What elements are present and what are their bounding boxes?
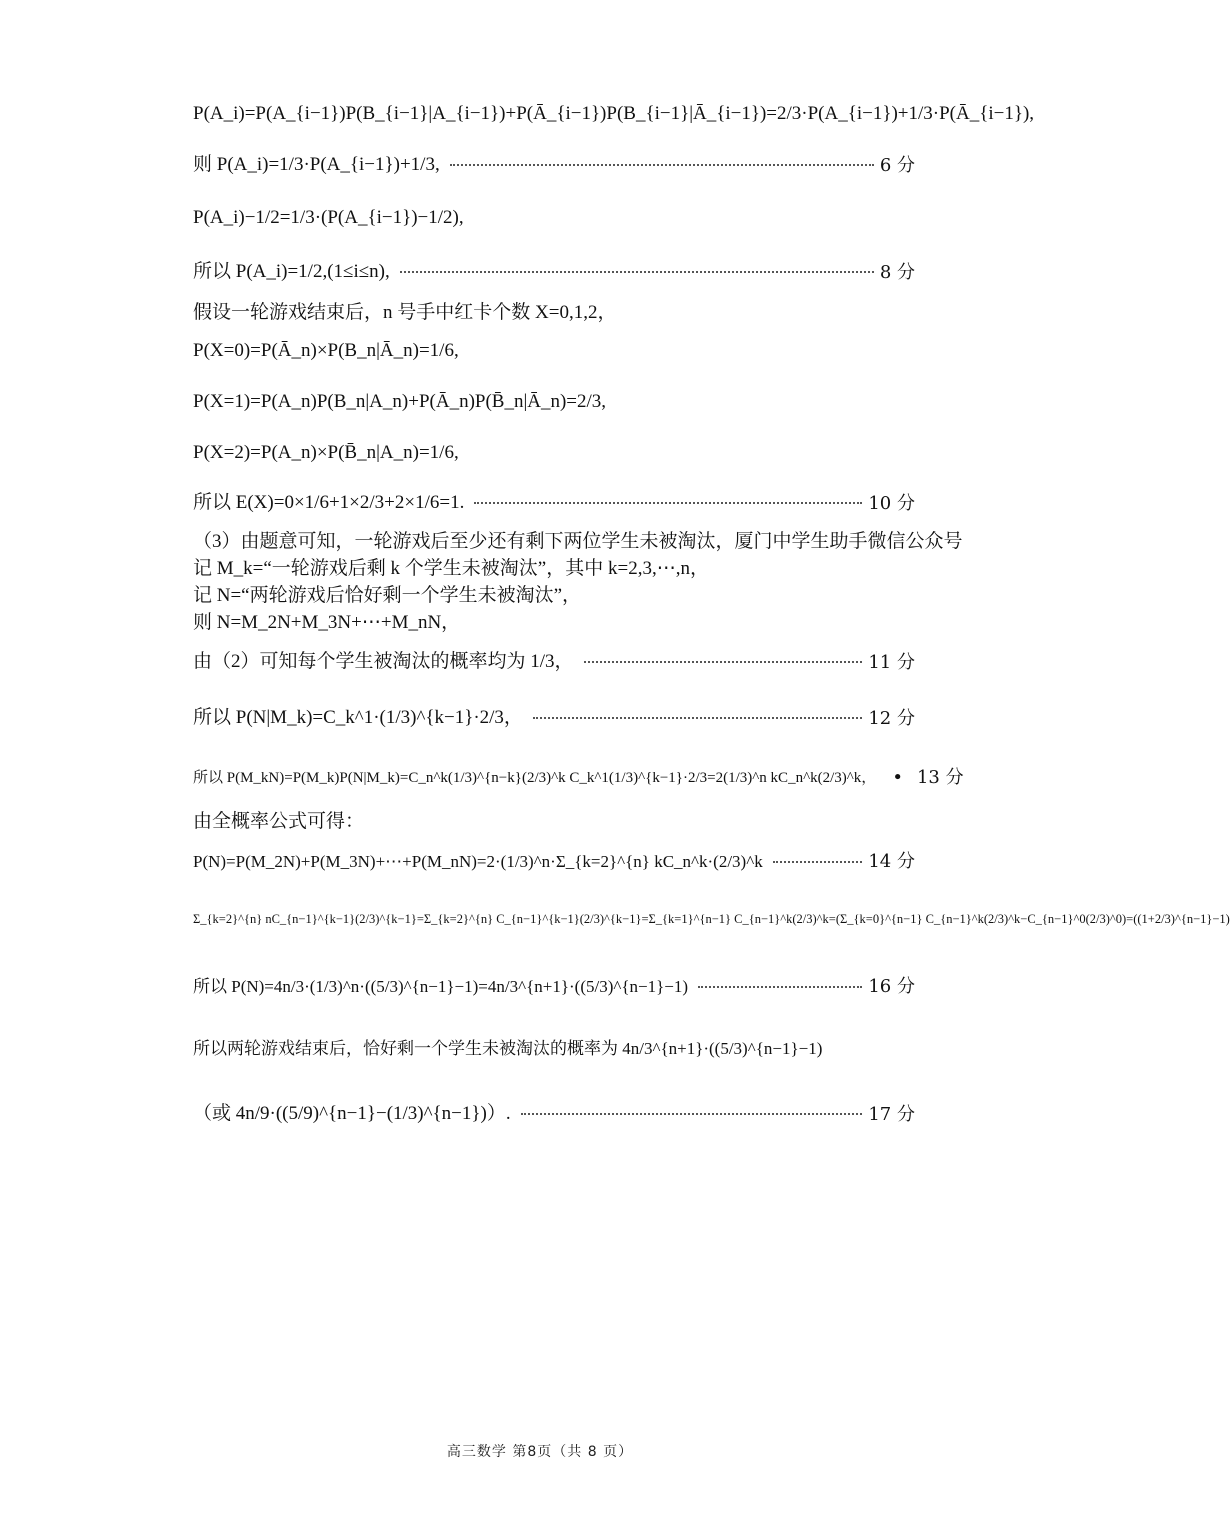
formula-text: Σ_{k=2}^{n} nC_{n−1}^{k−1}(2/3)^{k−1}=Σ_{k=2}^{n} C_{n−1}^{k−1}(2/3)^{k−1}=Σ_{k=1}^{n−1} C_{n−1}^k(2/3)^k=(Σ_{k=0}^{n−1} C_{n−1}^k(2/3)^k−C_{n−1}^0(2/3)^0)=((1+2/3)^{n−1}−1) (193, 912, 1230, 926)
formula-line-21 (193, 1040, 915, 1059)
formula-text: 记 M_k=“一轮游戏后剩 k 个学生未被淘汰”，其中 k=2,3,⋯,n， (193, 558, 709, 579)
formula-text: P(X=0)=P(Ā_n)×P(B_n|Ā_n)=1/6, (193, 340, 459, 361)
dot-leader (533, 717, 862, 719)
dot-leader (474, 502, 862, 504)
score-label: 16 分 (868, 976, 915, 997)
formula-line-5 (193, 303, 915, 324)
dot-leader (584, 661, 863, 663)
formula-line-6 (193, 341, 915, 362)
formula-line-10 (193, 531, 963, 553)
dot-leader (773, 861, 863, 863)
dot-leader (400, 271, 874, 273)
formula-line-11 (193, 559, 915, 580)
score-label: 6 分 (879, 154, 915, 176)
formula-line-18 (193, 852, 915, 872)
formula-line-16 (193, 767, 964, 788)
formula-line-1 (193, 103, 1035, 125)
score-label: 8 分 (879, 261, 915, 283)
formula-text: 记 N=“两轮游戏后恰好剩一个学生未被淘汰”， (193, 585, 582, 606)
formula-line-15 (193, 708, 915, 729)
score-label: 17 分 (868, 1103, 915, 1125)
formula-line-7 (193, 392, 915, 413)
formula-line-8 (193, 443, 915, 464)
formula-line-2 (193, 155, 915, 176)
formula-text: 由全概率公式可得： (193, 811, 365, 832)
formula-text: P(X=2)=P(A_n)×P(B̄_n|A_n)=1/6, (193, 442, 459, 463)
formula-text: 所以 P(N|M_k)=C_k^1·(1/3)^{k−1}·2/3， (193, 707, 523, 728)
dot-leader (521, 1113, 863, 1115)
formula-text: （或 4n/9·((5/9)^{n−1}−(1/3)^{n−1})）. (193, 1103, 511, 1124)
formula-line-13 (193, 613, 915, 634)
formula-text: P(N)=P(M_2N)+P(M_3N)+⋯+P(M_nN)=2·(1/3)^n·Σ_{k=2}^{n} kC_n^k·(2/3)^k (193, 851, 763, 871)
dot-leader (698, 986, 862, 988)
formula-line-19 (193, 912, 1230, 927)
formula-text: P(A_i)−1/2=1/3·(P(A_{i−1})−1/2), (193, 207, 464, 228)
formula-text: 所以两轮游戏结束后，恰好剩一个学生未被淘汰的概率为 4n/3^{n+1}·((5/3)^{n−1}−1) (193, 1039, 823, 1058)
formula-line-4 (193, 262, 915, 283)
bullet-mark: • (892, 767, 903, 788)
formula-line-9 (193, 493, 915, 514)
formula-line-12 (193, 586, 915, 607)
formula-text: 所以 E(X)=0×1/6+1×2/3+2×1/6=1. (193, 492, 465, 513)
formula-text: 所以 P(A_i)=1/2,(1≤i≤n), (193, 261, 390, 282)
score-label: 11 分 (868, 651, 915, 673)
formula-line-20 (193, 977, 915, 997)
formula-text: P(A_i)=P(A_{i−1})P(B_{i−1}|A_{i−1})+P(Ā_{i−1})P(B_{i−1}|Ā_{i−1})=2/3·P(A_{i−1})+1/3·P(Ā_{i−1}), (193, 103, 1035, 124)
formula-line-22 (193, 1104, 915, 1125)
score-label: 14 分 (868, 851, 915, 872)
formula-line-14 (193, 652, 915, 673)
formula-text: 则 P(A_i)=1/3·P(A_{i−1})+1/3, (193, 154, 440, 175)
score-label: 13 分 (916, 767, 964, 788)
formula-text: 由（2）可知每个学生被淘汰的概率均为 1/3， (193, 651, 574, 672)
score-label: 12 分 (868, 707, 915, 729)
formula-line-3 (193, 208, 915, 229)
formula-text: 假设一轮游戏结束后，n 号手中红卡个数 X=0,1,2， (193, 302, 617, 323)
score-label: 10 分 (868, 492, 915, 514)
formula-text: 所以 P(M_kN)=P(M_k)P(N|M_k)=C_n^k(1/3)^{n−k}(2/3)^k C_k^1(1/3)^{k−1}·2/3=2(1/3)^n kC_n^k(2/3)^k， (193, 769, 877, 786)
formula-text: P(X=1)=P(A_n)P(B_n|A_n)+P(Ā_n)P(B̄_n|Ā_n)=2/3, (193, 391, 607, 412)
formula-text: 则 N=M_2N+M_3N+⋯+M_nN， (193, 612, 461, 633)
formula-text: （3）由题意可知，一轮游戏后至少还有剩下两位学生未被淘汰，厦门中学生助手微信公众号 (193, 531, 963, 552)
formula-text: 所以 P(N)=4n/3·(1/3)^n·((5/3)^{n−1}−1)=4n/3^{n+1}·((5/3)^{n−1}−1) (193, 976, 688, 996)
formula-line-17 (193, 812, 915, 833)
page-footer: 高三数学 第8页（共 8 页） (446, 1444, 634, 1460)
dot-leader (450, 164, 874, 166)
